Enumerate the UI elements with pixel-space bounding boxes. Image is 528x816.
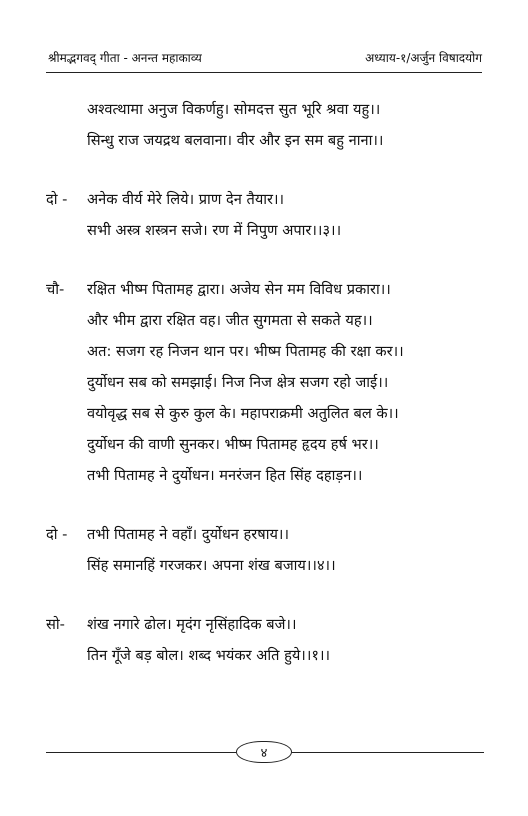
verse-type-label: दो - [46, 191, 68, 208]
verse-type-label [46, 460, 87, 491]
footer-divider-right [292, 752, 484, 753]
verse-line [46, 305, 486, 336]
running-header [48, 46, 482, 68]
page-number-badge [236, 741, 292, 763]
verse-line [46, 184, 486, 215]
verse-text: तिन गूँजे बड़ बोल। शब्द भयंकर अति हुये।।१।। [87, 647, 331, 664]
verse-text: वयोवृद्ध सब से कुरु कुल के। महापराक्रमी अतुलित बल के।। [87, 405, 399, 422]
footer-divider-left [46, 752, 236, 753]
verse-text: सभी अस्त्र शस्त्रन सजे। रण में निपुण अपार।।३।। [87, 222, 342, 239]
verse-text: रक्षित भीष्म पितामह द्वारा। अजेय सेन मम विविध प्रकारा।। [87, 281, 391, 298]
verse-line [46, 215, 486, 246]
verse-text: सिन्धु राज जयद्रथ बलवाना। वीर और इन सम बहु नाना।। [87, 132, 384, 149]
verse-type-label [46, 640, 87, 671]
stanza [46, 609, 486, 671]
verse-type-label: दो - [46, 526, 68, 543]
verse-type-label [46, 94, 87, 125]
verse-body [46, 94, 486, 699]
header-divider [46, 72, 482, 73]
verse-text: दुर्योधन सब को समझाई। निज निज क्षेत्र सजग रहो जाई।। [87, 374, 389, 391]
verse-text: शंख नगारे ढोल। मृदंग नृसिंहादिक बजे।। [87, 616, 297, 633]
verse-text: तभी पितामह ने वहाँ। दुर्योधन हरषाय।। [87, 526, 289, 543]
verse-type-label [46, 305, 87, 336]
verse-type-label: सो- [46, 616, 65, 633]
verse-type-label [46, 429, 87, 460]
verse-type-label [46, 125, 87, 156]
stanza [46, 274, 486, 491]
verse-text: और भीम द्वारा रक्षित वह। जीत सुगमता से सकते यह।। [87, 312, 373, 329]
header-chapter-title: अध्याय-१/अर्जुन विषादयोग [365, 50, 482, 65]
verse-type-label [46, 550, 87, 581]
verse-line [46, 640, 486, 671]
verse-line [46, 609, 486, 640]
verse-text: अत: सजग रह निजन थान पर। भीष्म पितामह की रक्षा कर।। [87, 343, 404, 360]
verse-line [46, 336, 486, 367]
verse-text: दुर्योधन की वाणी सुनकर। भीष्म पितामह हृदय हर्ष भर।। [87, 436, 379, 453]
verse-text: तभी पितामह ने दुर्योधन। मनरंजन हित सिंह दहाड़न।। [87, 467, 363, 484]
verse-line [46, 125, 486, 156]
verse-type-label [46, 336, 87, 367]
verse-type-label [46, 398, 87, 429]
verse-line [46, 94, 486, 125]
verse-type-label: चौ- [46, 281, 65, 298]
header-book-title: श्रीमद्भगवद् गीता - अनन्त महाकाव्य [48, 50, 202, 65]
verse-line [46, 460, 486, 491]
stanza [46, 184, 486, 246]
verse-text: अनेक वीर्य मेरे लिये। प्राण देन तैयार।। [87, 191, 285, 208]
verse-text: अश्वत्थामा अनुज विकर्णहु। सोमदत्त सुत भूरि श्रवा यहु।। [87, 101, 381, 118]
verse-line [46, 519, 486, 550]
verse-line [46, 550, 486, 581]
verse-text: सिंह समानहिं गरजकर। अपना शंख बजाय।।४।। [87, 557, 336, 574]
stanza [46, 94, 486, 156]
verse-line [46, 274, 486, 305]
stanza [46, 519, 486, 581]
verse-line [46, 367, 486, 398]
verse-line [46, 429, 486, 460]
page-number: ४ [260, 746, 268, 761]
verse-type-label [46, 215, 87, 246]
verse-line [46, 398, 486, 429]
verse-type-label [46, 367, 87, 398]
